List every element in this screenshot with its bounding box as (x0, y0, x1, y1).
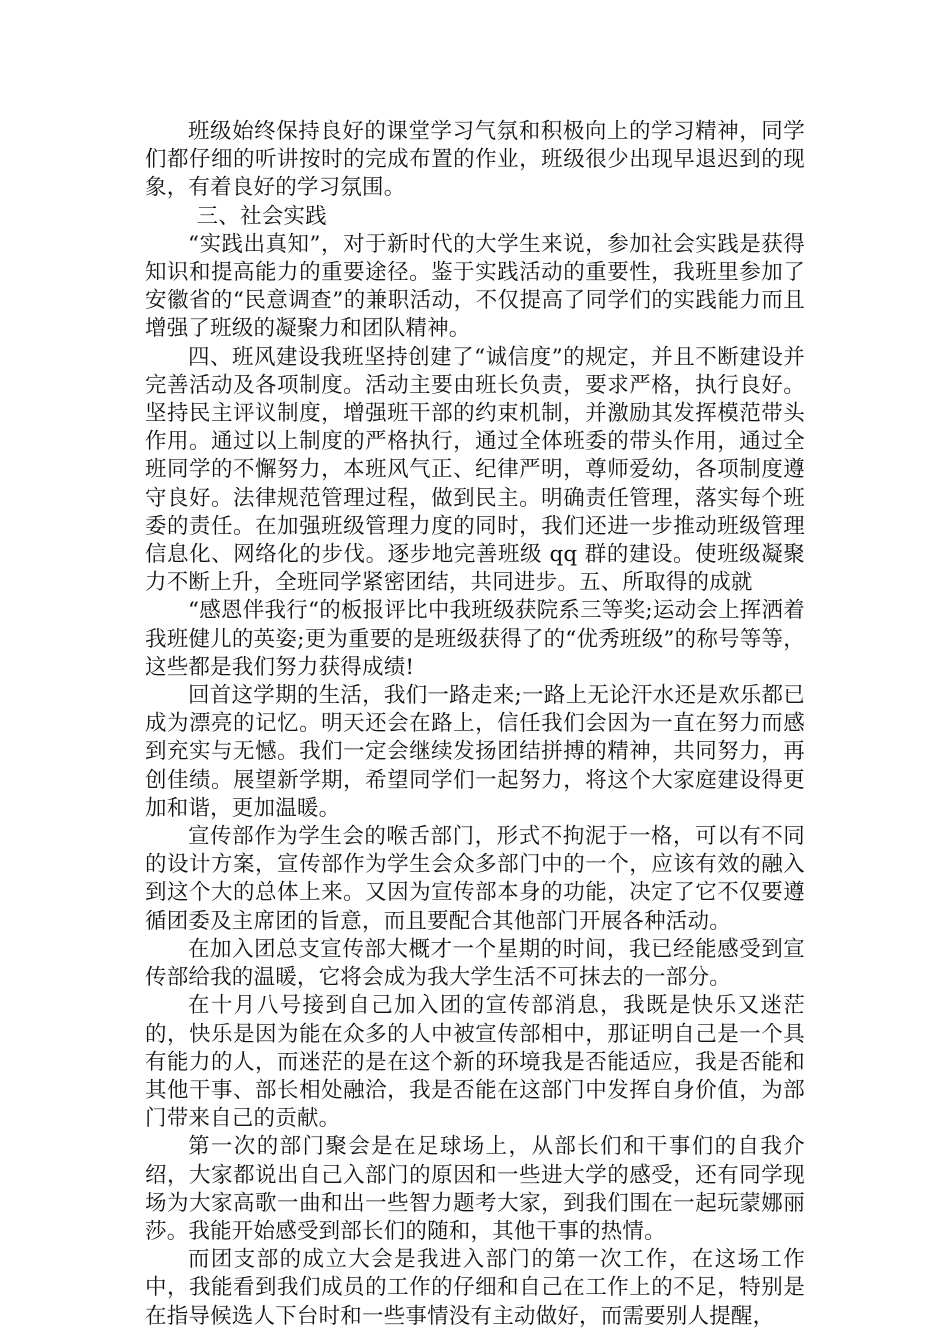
paragraph-achievements: “感恩伴我行“的板报评比中我班级获院系三等奖;运动会上挥洒着我班健儿的英姿;更为重要的是班级获得了的“优秀班级”的称号等等，这些都是我们努力获得成绩! (145, 598, 805, 680)
paragraph-class-style: 四、班风建设我班坚持创建了“诚信度”的规定，并且不断建设并完善活动及各项制度。活动主要由班长负责，要求严格，执行良好。坚持民主评议制度，增强班干部的约束机制，并激励其发挥模范带头作用。通过以上制度的严格执行，通过全体班委的带头作用，通过全班同学的不懈努力，本班风气正、纪律严明，尊师爱幼，各项制度遵守良好。法律规范管理过程，做到民主。明确责任管理，落实每个班委的责任。在加强班级管理力度的同时，我们还进一步推动班级管理信息化、网络化的步伐。逐步地完善班级 qq 群的建设。使班级凝聚力不断上升，全班同学紧密团结，共同进步。五、所取得的成就 (145, 344, 805, 596)
paragraph-branch-meeting: 而团支部的成立大会是我进入部门的第一次工作，在这场工作中，我能看到我们成员的工作的仔细和自己在工作上的不足，特别是在指导候选人下台时和一些事情没有主动做好，而需要别人提醒， (145, 1247, 805, 1329)
paragraph-joining: 在加入团总支宣传部大概才一个星期的时间，我已经能感受到宣传部给我的温暖，它将会成为我大学生活不可抹去的一部分。 (145, 936, 805, 991)
paragraph-first-gathering: 第一次的部门聚会是在足球场上，从部长们和干事们的自我介绍，大家都说出自己入部门的原因和一些进大学的感受，还有同学现场为大家高歌一曲和出一些智力题考大家，到我们围在一起玩蒙娜丽莎。我能开始感受到部长们的随和，其他干事的热情。 (145, 1134, 805, 1244)
section-heading-social-practice: 三、社会实践 (196, 203, 327, 229)
paragraph-review: 回首这学期的生活，我们一路走来;一路上无论汗水还是欢乐都已成为漂亮的记忆。明天还会在路上，信任我们会因为一直在努力而感到充实与无憾。我们一定会继续发扬团结拼搏的精神，共同努力，再创佳绩。展望新学期，希望同学们一起努力，将这个大家庭建设得更加和谐，更加温暖。 (145, 683, 805, 821)
paragraph-study-atmosphere: 班级始终保持良好的课堂学习气氛和积极向上的学习精神，同学们都仔细的听讲按时的完成布置的作业，班级很少出现早退迟到的现象，有着良好的学习氛围。 (145, 119, 805, 201)
document-body (145, 118, 805, 1331)
paragraph-publicity-dept: 宣传部作为学生会的喉舌部门，形式不拘泥于一格，可以有不同的设计方案，宣传部作为学生会众多部门中的一个，应该有效的融入到这个大的总体上来。又因为宣传部本身的功能，决定了它不仅要遵循团委及主席团的旨意，而且要配合其他部门开展各种活动。 (145, 824, 805, 934)
paragraph-october-eighth: 在十月八号接到自己加入团的宣传部消息，我既是快乐又迷茫的，快乐是因为能在众多的人中被宣传部相中，那证明自己是一个具有能力的人，而迷茫的是在这个新的环境我是否能适应，我是否能和其他干事、部长相处融洽，我是否能在这部门中发挥自身价值，为部门带来自己的贡献。 (145, 993, 805, 1132)
paragraph-social-practice: “实践出真知”，对于新时代的大学生来说，参加社会实践是获得知识和提高能力的重要途径。鉴于实践活动的重要性，我班里参加了安徽省的“民意调查”的兼职活动，不仅提高了同学们的实践能力而且增强了班级的凝聚力和团队精神。 (145, 231, 805, 342)
